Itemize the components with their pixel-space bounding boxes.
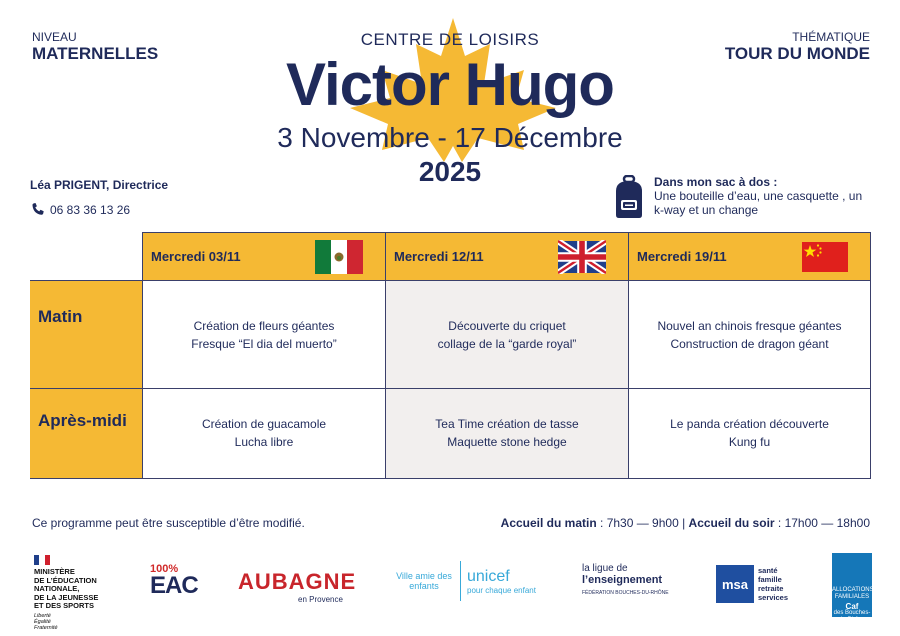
- logo-text: unicef: [467, 567, 510, 585]
- logo-text: en Provence: [298, 595, 343, 604]
- logo-text: retraite: [758, 584, 784, 593]
- activity-line: Création de fleurs géantes: [193, 319, 335, 333]
- activity-line: Nouvel an chinois fresque géantes: [657, 319, 842, 333]
- logo-text: ET DES SPORTS: [34, 601, 95, 610]
- logo-text: NATIONALE,: [34, 584, 80, 593]
- logo-text: Égalité: [34, 618, 51, 625]
- logo-text: Ville amie des enfants: [396, 571, 452, 591]
- opening-hours: [501, 516, 870, 530]
- logo-text: pour chaque enfant: [467, 585, 536, 595]
- activity-line: Kung fu: [728, 435, 771, 449]
- day-header-3: [629, 232, 871, 281]
- activity-line: Maquette stone hedge: [447, 435, 567, 449]
- accueil-soir-hours: : 17h00 — 18h00: [774, 516, 870, 530]
- ministere-logo: [34, 555, 114, 631]
- phone-contact: [30, 202, 130, 218]
- logo-text: des Bouches-du-Rhône: [833, 610, 871, 623]
- logo-text: ALLOCATIONS: [832, 587, 874, 593]
- logo-text: 100%: [150, 563, 179, 575]
- activity-line: Fresque “El dia del muerto”: [191, 337, 337, 351]
- caf-logo: [832, 553, 874, 623]
- logo-text: DE LA JEUNESSE: [34, 592, 99, 602]
- unicef-logo: [394, 561, 536, 601]
- mexico-flag-icon: [315, 240, 363, 274]
- activity-line: Construction de dragon géant: [670, 337, 829, 351]
- bag-text: Une bouteille d’eau, une casquette , un k-way et un change: [654, 189, 863, 217]
- activity-cell: [386, 281, 629, 389]
- accueil-matin-hours: : 7h30 — 9h00 |: [596, 516, 689, 530]
- logo-text: santé: [758, 566, 778, 575]
- activity-line: Création de guacamole: [201, 417, 327, 431]
- niveau-label: NIVEAU: [32, 30, 77, 44]
- logo-text: Fraternité: [34, 624, 58, 631]
- activity-cell: [386, 389, 629, 479]
- page-title: Victor Hugo: [286, 51, 614, 118]
- activity-cell: [143, 389, 386, 479]
- table-corner: [30, 232, 143, 281]
- bag-title: Dans mon sac à dos :: [654, 175, 778, 189]
- uk-flag-icon: [558, 240, 606, 274]
- activity-cell: [629, 281, 871, 389]
- activity-cell: [143, 281, 386, 389]
- activity-line: Lucha libre: [234, 435, 294, 449]
- partner-logos: [30, 553, 874, 631]
- row-header-matin: Matin: [30, 281, 143, 389]
- date-range: 3 Novembre - 17 Décembre: [277, 122, 623, 153]
- logo-text: AUBAGNE: [238, 569, 357, 594]
- msa-logo: [716, 565, 788, 603]
- schedule-table: [30, 232, 871, 479]
- day-label: Mercredi 19/11: [637, 249, 727, 264]
- director-name: Léa PRIGENT, Directrice: [30, 178, 169, 192]
- logo-text: l’enseignement: [582, 574, 663, 586]
- activity-line: collage de la “garde royal”: [437, 337, 577, 351]
- logo-text: msa: [716, 565, 754, 603]
- day-header-1: [143, 232, 386, 281]
- aubagne-logo: [238, 569, 356, 604]
- accueil-matin-label: Accueil du matin: [500, 516, 597, 530]
- logo-text: Caf: [845, 602, 859, 611]
- logo-text: famille: [758, 575, 782, 584]
- theme-value: TOUR DU MONDE: [724, 44, 870, 63]
- day-header-2: [386, 232, 629, 281]
- theme-label: THÉMATIQUE: [792, 30, 870, 44]
- logo-text: la ligue de: [582, 563, 628, 574]
- logo-text: DE L’ÉDUCATION: [34, 575, 97, 585]
- niveau-value: MATERNELLES: [32, 44, 159, 63]
- activity-line: Découverte du criquet: [448, 319, 566, 333]
- activity-line: Tea Time création de tasse: [435, 417, 579, 431]
- activity-cell: [629, 389, 871, 479]
- modification-notice: Ce programme peut être susceptible d’être modifié.: [32, 516, 305, 530]
- logo-text: EAC: [150, 572, 198, 599]
- backpack-icon: [612, 175, 646, 219]
- phone-icon: [30, 202, 46, 218]
- french-flag-icon: [34, 555, 50, 565]
- bag-info: [612, 175, 864, 219]
- logo-text: services: [758, 593, 789, 602]
- ligue-logo: [582, 563, 669, 596]
- china-flag-icon: [802, 242, 848, 272]
- logo-text: FAMILIALES: [834, 594, 870, 600]
- row-header-apres-midi: Après-midi: [30, 389, 143, 479]
- day-label: Mercredi 12/11: [394, 249, 484, 264]
- eac-logo: [150, 563, 198, 597]
- logo-text: FÉDÉRATION BOUCHES-DU-RHÔNE: [582, 590, 669, 596]
- logo-text: MINISTÈRE: [34, 567, 75, 576]
- accueil-soir-label: Accueil du soir: [688, 516, 775, 530]
- day-label: Mercredi 03/11: [151, 249, 241, 264]
- logo-text: Liberté: [34, 612, 51, 619]
- activity-line: Le panda création découverte: [670, 417, 829, 431]
- phone-number: 06 83 36 13 26: [50, 203, 131, 217]
- centre-label: CENTRE DE LOISIRS: [360, 30, 540, 49]
- year: 2025: [418, 156, 482, 187]
